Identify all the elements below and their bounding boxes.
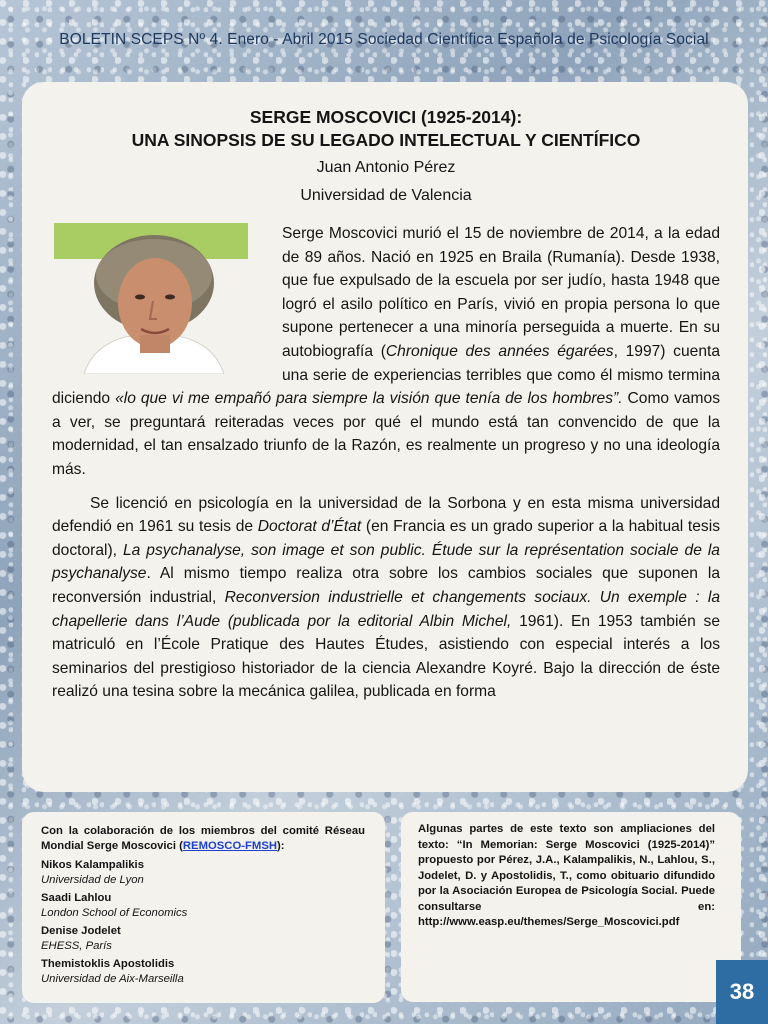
member-item <box>41 957 365 987</box>
paragraph-2: Se licenció en psicología en la universidad de la Sorbona y en esta misma universidad defendió en 1961 su tesis de Doctorat d’État (en Francia es un grado superior a la habitual tesis doctoral), La psychanalyse, son image et son public. Étude sur la représentation sociale de la psychanalyse. Al mismo tiempo realiza otra sobre los cambios sociales que suponen la reconversión industrial, Reconversion industrielle et changements sociaux. Un exemple : la chapellerie dans l’Aude (publicada por la editorial Albin Michel, 1961). En 1953 también se matriculó en l’École Pratique des Hautes Études, asistiendo con especial interés a los seminarios del prestigioso historiador de la ciencia Alexandre Koyré. Bajo la dirección de éste realizó una tesina sobre la mecánica galilea, publicada en forma <box>52 494 720 701</box>
article-body <box>52 222 720 704</box>
remosco-link[interactable]: REMOSCO-FMSH <box>182 839 278 852</box>
bulletin-header: BOLETIN SCEPS Nº 4. Enero - Abril 2015 Sociedad Científica Española de Psicología Social <box>59 31 709 48</box>
member-name: Denise Jodelet <box>41 925 121 937</box>
source-note: Algunas partes de este texto son ampliaciones del texto: “In Memorian: Serge Moscovici (1925-2014)” propuesto por Pérez, J.A., Kalampalikis, N., Lahlou, S., Jodelet, D. y Apostolidis, T., como obituario difundido por la Asociación Europea de Psicología Social. Puede consultarse en: http://www.easp.eu/themes/Serge_Moscovici.pdf <box>418 823 715 928</box>
source-note-box <box>401 812 741 1002</box>
title-line-1: SERGE MOSCOVICI (1925-2014): <box>249 107 523 127</box>
member-name: Saadi Lahlou <box>41 892 112 904</box>
member-item <box>41 891 365 921</box>
member-institution: Universidad de Lyon <box>41 874 144 886</box>
collaborators-box <box>22 812 385 1003</box>
title-line-2: UNA SINOPSIS DE SU LEGADO INTELECTUAL Y CIENTÍFICO <box>131 130 641 150</box>
member-name: Themistoklis Apostolidis <box>41 958 175 970</box>
member-name: Nikos Kalampalikis <box>41 859 144 871</box>
article-title <box>52 106 720 152</box>
member-item <box>41 924 365 954</box>
portrait-photo <box>54 223 248 374</box>
portrait-illustration <box>54 223 248 374</box>
collaborators-intro: Con la colaboración de los miembros del comité Réseau Mondial Serge Moscovici (REMOSCO-FMSH): <box>41 825 365 852</box>
article-affiliation: Universidad de Valencia <box>300 187 472 204</box>
member-institution: EHESS, París <box>41 940 112 952</box>
article-author: Juan Antonio Pérez <box>316 159 456 176</box>
member-institution: London School of Economics <box>41 907 188 919</box>
article-card <box>22 82 748 792</box>
page-number-badge: 38 <box>716 960 768 1024</box>
member-item <box>41 858 365 888</box>
paragraph-1: Serge Moscovici murió el 15 de noviembre de 2014, a la edad de 89 años. Nació en 1925 en Braila (Rumanía). Desde 1938, que fue expulsado de la escuela por ser judío, hasta 1948 que logró el asilo político en París, vivió en propia persona lo que supone pertenecer a una minoría perseguida a muerte. En su autobiografía (Chronique des années égarées, 1997) cuenta una serie de experiencias terribles que como él mismo termina diciendo «lo que vi me empañó para siempre la visión que tenía de los hombres”. Como vamos a ver, se preguntará reiteradas veces por qué el mundo está tan convencido de que la modernidad, el tan ensalzado triunfo de la Razón, es realmente un progreso y no una ideología más. <box>52 225 721 478</box>
member-institution: Universidad de Aix-Marseilla <box>41 973 184 985</box>
